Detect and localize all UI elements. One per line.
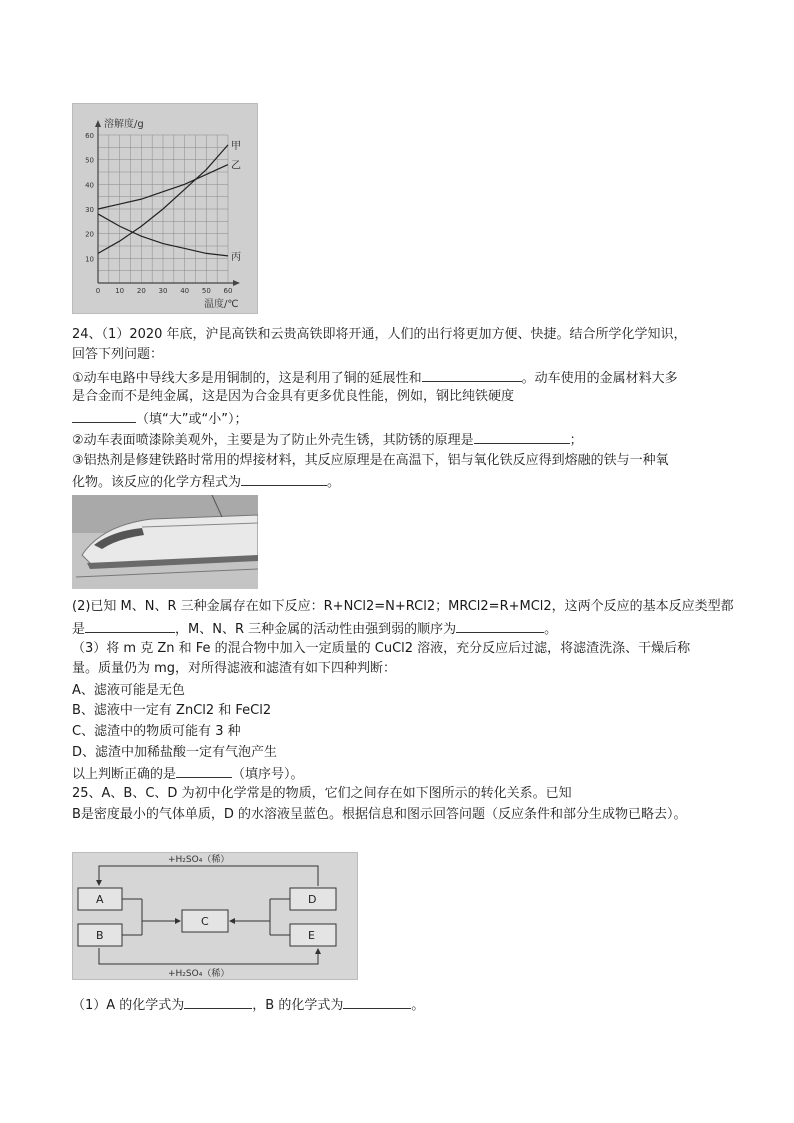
q24-line-8-text-b: 。	[327, 475, 341, 490]
x-tick-labels	[96, 287, 233, 295]
blank-rust-principle[interactable]	[474, 430, 570, 444]
y-tick-label: 30	[85, 206, 94, 214]
q24-line-5	[72, 409, 247, 429]
q24-p3-line-2: 量。质量仍为 mg，对所得滤液和滤渣有如下四种判断：	[72, 661, 397, 676]
q24-p2-text-c: 。	[544, 622, 558, 637]
blank-b-formula[interactable]	[343, 995, 411, 1009]
bottom-arrow-label: +H₂SO₄（稀）	[168, 969, 230, 979]
series-label-3: 丙	[231, 251, 241, 263]
option-a: A、滤液可能是无色	[72, 683, 185, 698]
q24-line-6	[72, 430, 583, 450]
q24-line-8-text-a: 化物。该反应的化学方程式为	[72, 475, 242, 490]
top-arrow-label: +H₂SO₄（稀）	[168, 855, 230, 865]
x-tick-label: 30	[158, 287, 168, 295]
x-tick-label: 50	[201, 287, 211, 295]
y-tick-label: 10	[85, 255, 94, 264]
q24-line-2: 回答下列问题：	[72, 347, 164, 362]
x-tick-label: 20	[136, 287, 146, 295]
train-photo	[72, 495, 258, 589]
q24-p3-text-b: （填序号）。	[232, 767, 304, 782]
q24-line-4: 是合金而不是纯金属，这是因为合金具有更多优良性能，例如，钢比纯铁硬度	[72, 389, 515, 404]
option-d: D、滤渣中加稀盐酸一定有气泡产生	[72, 745, 278, 760]
x-tick-label: 0	[95, 287, 101, 295]
x-tick-label: 60	[223, 287, 233, 295]
q24-line-3-text-b: 。动车使用的金属材料大多	[521, 371, 678, 386]
y-tick-labels	[85, 132, 94, 263]
solubility-chart	[72, 103, 258, 314]
q24-line-7: ③铝热剂是修建铁路时常用的焊接材料，其反应原理是在高温下，铝与氧化铁反应得到熔融的铁与一种氧	[72, 453, 669, 468]
x-axis-arrow	[233, 280, 240, 286]
blank-reaction-type[interactable]	[85, 619, 175, 633]
q24-line-6-text-a: ②动车表面喷漆除美观外，主要是为了防止外壳生锈，其防锈的原理是	[72, 433, 474, 448]
node-e: E	[308, 929, 315, 942]
y-tick-label: 40	[85, 181, 94, 190]
y-tick-label: 20	[85, 230, 94, 239]
blank-activity-order[interactable]	[456, 619, 544, 633]
q25-answer-text-b: ，B 的化学式为	[252, 998, 344, 1013]
conversion-diagram	[72, 852, 358, 980]
series-labels	[231, 140, 241, 263]
node-a: A	[96, 893, 104, 906]
q24-line-5-text: （填“大”或“小”）；	[136, 412, 248, 427]
option-c: C、滤渣中的物质可能有 3 种	[72, 724, 241, 739]
node-c: C	[201, 915, 209, 928]
q24-p2-text-b: ，M、N、R 三种金属的活动性由强到弱的顺序为	[175, 622, 457, 637]
series-label-2: 乙	[231, 160, 241, 172]
q24-line-3	[72, 368, 678, 388]
q24-p3-line-3	[72, 764, 304, 784]
q25-answer-text-c: 。	[411, 998, 425, 1013]
y-tick-label: 60	[85, 132, 94, 140]
q24-line-6-text-b: ；	[569, 433, 583, 448]
y-axis-label: 溶解度/g	[104, 119, 144, 130]
x-tick-label: 40	[180, 287, 190, 295]
q24-p3-text-a: 以上判断正确的是	[72, 767, 177, 782]
y-tick-label: 50	[85, 156, 94, 165]
y-axis-arrow	[95, 120, 101, 127]
blank-copy-property[interactable]	[422, 368, 522, 382]
q24-line-8	[72, 472, 340, 492]
node-b: B	[96, 929, 104, 942]
blank-equation[interactable]	[241, 472, 327, 486]
q24-p2-line-2	[72, 619, 557, 639]
series-label-1: 甲	[231, 140, 241, 152]
solubility-chart-photo	[72, 103, 258, 314]
q24-line-1: 24、（1）2020 年底，沪昆高铁和云贵高铁即将开通，人们的出行将更加方便、快捷。结合所学化学知识，	[72, 327, 687, 342]
blank-hardness[interactable]	[72, 409, 136, 423]
q24-p3-line-1: （3）将 m 克 Zn 和 Fe 的混合物中加入一定质量的 CuCl2 溶液，充分反应后过滤，将滤渣洗涤、干燥后称	[72, 641, 691, 656]
q25-line-1: 25、A、B、C、D 为初中化学常是的物质，它们之间存在如下图所示的转化关系。已知	[72, 786, 572, 801]
q24-line-3-text-a: ①动车电路中导线大多是用铜制的，这是利用了铜的延展性和	[72, 371, 422, 386]
conversion-diagram-photo	[72, 852, 358, 980]
blank-correct-options[interactable]	[176, 764, 232, 778]
x-tick-label: 10	[115, 287, 125, 295]
q24-p2-text-a: 是	[72, 622, 86, 637]
q25-answer-text-a: （1）A 的化学式为	[72, 998, 185, 1013]
x-axis-label: 温度/℃	[204, 299, 239, 310]
q25-line-2: B是密度最小的气体单质，D 的水溶液呈蓝色。根据信息和图示回答问题（反应条件和部分生成物已略去）。	[72, 807, 687, 822]
bottom-arrow	[99, 948, 318, 964]
node-d: D	[308, 893, 317, 906]
q25-answer-line	[72, 995, 424, 1015]
q24-p2-line-1: (2)已知 M、N、R 三种金属存在如下反应：R+NCl2=N+RCl2；MRCl2=R+MCl2，这两个反应的基本反应类型都	[72, 599, 734, 614]
blank-a-formula[interactable]	[184, 995, 252, 1009]
top-arrow	[99, 866, 318, 886]
option-b: B、滤液中一定有 ZnCl2 和 FeCl2	[72, 703, 272, 718]
train-illustration	[72, 495, 258, 589]
